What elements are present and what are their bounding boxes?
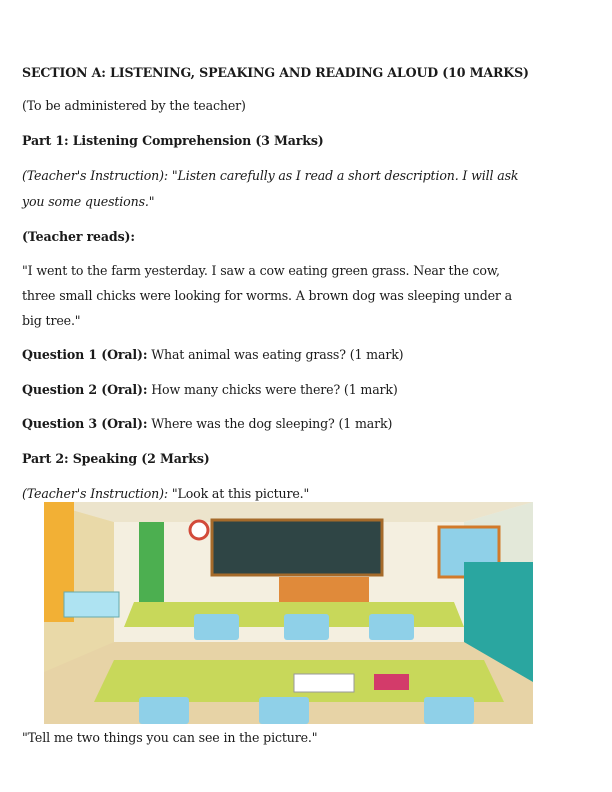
question-label: Question 3 (Oral): — [22, 416, 148, 431]
chair — [369, 614, 414, 640]
question-2 — [22, 382, 398, 397]
instruction-label: (Teacher's Instruction): — [22, 168, 168, 183]
chair — [139, 697, 189, 724]
question-text: What animal was eating grass? (1 mark) — [147, 347, 404, 362]
question-label: Question 1 (Oral): — [22, 347, 148, 362]
passage-line: big tree." — [22, 313, 81, 328]
passage-line: three small chicks were looking for worms. A brown dog was sleeping under a — [22, 288, 513, 303]
teacher-reads-label: (Teacher reads): — [22, 229, 135, 244]
question-3 — [22, 416, 392, 431]
part2-heading: Part 2: Speaking (2 Marks) — [22, 451, 210, 466]
teacher-desk — [279, 577, 369, 605]
part1-instruction-cont: you some questions." — [22, 194, 155, 209]
instruction-label: (Teacher's Instruction): — [22, 486, 168, 501]
part1-instruction — [22, 168, 518, 183]
chair — [284, 614, 329, 640]
admin-note: (To be administered by the teacher) — [22, 98, 246, 113]
question-text: How many chicks were there? (1 mark) — [147, 382, 398, 397]
chair — [424, 697, 474, 724]
classroom-illustration — [44, 502, 533, 724]
aquarium — [64, 592, 119, 617]
question-label: Question 2 (Oral): — [22, 382, 148, 397]
instruction-text: "Listen carefully as I read a short description. I will ask — [168, 168, 519, 183]
section-title: SECTION A: LISTENING, SPEAKING AND READING ALOUD (10 MARKS) — [22, 65, 529, 80]
chair — [259, 697, 309, 724]
part2-instruction — [22, 486, 309, 501]
part1-heading: Part 1: Listening Comprehension (3 Marks) — [22, 133, 324, 148]
book — [374, 674, 409, 690]
instruction-text: "Look at this picture." — [168, 486, 310, 501]
question-1 — [22, 347, 403, 362]
speaking-prompt: "Tell me two things you can see in the picture." — [22, 730, 318, 745]
clock-icon — [190, 521, 208, 539]
passage-line: "I went to the farm yesterday. I saw a cow eating green grass. Near the cow, — [22, 263, 500, 278]
question-text: Where was the dog sleeping? (1 mark) — [147, 416, 393, 431]
chair — [194, 614, 239, 640]
blackboard — [212, 520, 382, 575]
open-book — [294, 674, 354, 692]
